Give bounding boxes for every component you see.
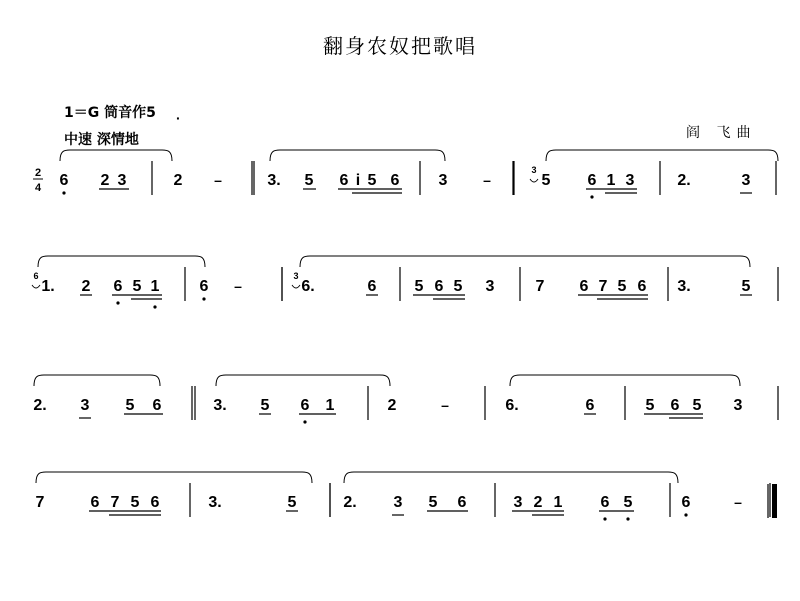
note: 5 xyxy=(304,172,314,189)
low-octave-dot xyxy=(202,297,205,300)
note: 6 xyxy=(152,397,162,414)
note: 5 xyxy=(132,278,142,295)
note: 6 xyxy=(300,397,310,414)
note: 6 xyxy=(600,494,610,511)
note: 6 xyxy=(150,494,160,511)
slur xyxy=(270,150,445,161)
note: 1 xyxy=(553,494,563,511)
note: 5 xyxy=(125,397,135,414)
note: 6. xyxy=(505,397,519,414)
slur xyxy=(60,150,172,161)
note: 6 xyxy=(339,172,349,189)
note: 6 xyxy=(681,494,691,511)
note: 6 xyxy=(113,278,123,295)
note: 6 xyxy=(670,397,680,414)
tempo-expression: 中速 深情地 xyxy=(64,132,139,148)
note: 3 xyxy=(438,172,448,189)
time-signature-bottom: 4 xyxy=(34,182,42,194)
note: 7 xyxy=(535,278,545,295)
note: 5 xyxy=(645,397,655,414)
note: 5 xyxy=(130,494,140,511)
dash-extension: – xyxy=(734,494,742,510)
grace-tie xyxy=(32,285,40,288)
note: 6 xyxy=(637,278,647,295)
slur xyxy=(546,150,778,161)
note: 2 xyxy=(533,494,543,511)
note: 2 xyxy=(81,278,91,295)
low-octave-dot xyxy=(303,420,306,423)
low-octave-dot xyxy=(590,195,593,198)
note: 6. xyxy=(301,278,315,295)
note: 3 xyxy=(625,172,635,189)
key-signature: 1＝G 筒音作5 xyxy=(64,105,156,121)
note: 3 xyxy=(733,397,743,414)
note: 2. xyxy=(33,397,47,414)
note: 5 xyxy=(428,494,438,511)
low-octave-dot xyxy=(684,513,687,516)
time-signature-top: 2 xyxy=(34,167,42,179)
low-octave-dot xyxy=(62,191,65,194)
note: 5 xyxy=(287,494,297,511)
slur xyxy=(34,375,160,386)
note: 5 xyxy=(692,397,702,414)
note: 6 xyxy=(390,172,400,189)
composer-credit: 阎 飞曲 xyxy=(686,125,757,141)
note: 3 xyxy=(80,397,90,414)
note: 1. xyxy=(41,278,55,295)
score-title: 翻身农奴把歌唱 xyxy=(323,34,477,58)
note: 2 xyxy=(173,172,183,189)
dash-extension: – xyxy=(483,172,491,188)
low-octave-dot xyxy=(626,517,629,520)
note: 6 xyxy=(59,172,69,189)
note: 1 xyxy=(150,278,160,295)
slur xyxy=(300,256,750,267)
grace-tie xyxy=(292,285,300,288)
grace-tie xyxy=(530,179,538,182)
note: 3. xyxy=(677,278,691,295)
note-high: i xyxy=(355,172,361,189)
note: 3. xyxy=(267,172,281,189)
note: 5 xyxy=(623,494,633,511)
note: 7 xyxy=(110,494,120,511)
note: 6 xyxy=(90,494,100,511)
slur xyxy=(510,375,740,386)
dash-extension: – xyxy=(234,278,242,294)
note: 3 xyxy=(117,172,127,189)
low-octave-dot xyxy=(153,305,156,308)
slur xyxy=(38,256,205,267)
note: 2. xyxy=(343,494,357,511)
note: 1 xyxy=(325,397,335,414)
note: 6 xyxy=(199,278,209,295)
note: 2. xyxy=(677,172,691,189)
note: 6 xyxy=(367,278,377,295)
note: 3 xyxy=(485,278,495,295)
note: 5 xyxy=(453,278,463,295)
note: 6 xyxy=(579,278,589,295)
slur xyxy=(216,375,390,386)
note: 6 xyxy=(587,172,597,189)
final-barline-thick xyxy=(772,484,777,518)
slur xyxy=(344,472,678,483)
note: 5 xyxy=(617,278,627,295)
note: 2 xyxy=(387,397,397,414)
note: 3. xyxy=(208,494,222,511)
note: 7 xyxy=(598,278,608,295)
grace-note: 3 xyxy=(531,165,537,175)
note: 1 xyxy=(606,172,616,189)
note: 3 xyxy=(513,494,523,511)
note: 5 xyxy=(741,278,751,295)
low-octave-dot xyxy=(603,517,606,520)
note: 6 xyxy=(585,397,595,414)
note: 6 xyxy=(457,494,467,511)
note: 5 xyxy=(414,278,424,295)
low-octave-dot xyxy=(116,301,119,304)
note: 3 xyxy=(741,172,751,189)
note: 3. xyxy=(213,397,227,414)
dash-extension: – xyxy=(441,397,449,413)
slur xyxy=(36,472,312,483)
note: 5 xyxy=(541,172,551,189)
low-octave-dot: · xyxy=(176,110,181,126)
note: 5 xyxy=(260,397,270,414)
note: 6 xyxy=(434,278,444,295)
note: 7 xyxy=(35,494,45,511)
note: 3 xyxy=(393,494,403,511)
dash-extension: – xyxy=(214,172,222,188)
grace-note: 6 xyxy=(33,271,39,281)
grace-note: 3 xyxy=(293,271,299,281)
note: 2 xyxy=(100,172,110,189)
note: 5 xyxy=(367,172,377,189)
